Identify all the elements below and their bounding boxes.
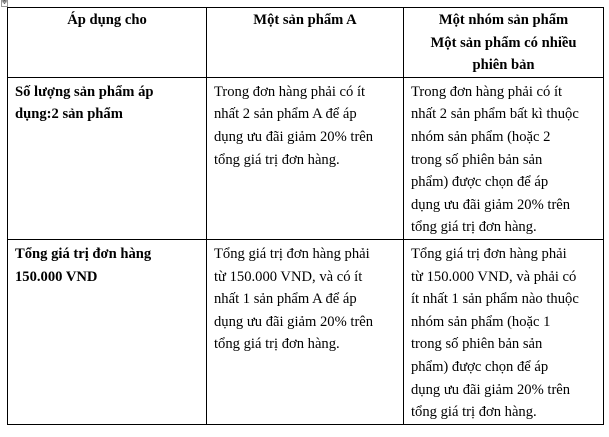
cell-line: 150.000 VND [15,268,98,285]
cell-quantity-single-product [207,77,404,239]
header-line: Một sản phẩm A [253,12,357,28]
table-move-handle-icon[interactable]: ✥ [2,0,8,6]
discount-rules-table [7,7,604,425]
cell-line: phẩm) được chọn để áp [411,358,549,375]
cell-line: nhóm sản phẩm (hoặc 1 [411,313,551,330]
cell-line: dụng ưu đãi giảm 20% trên [411,381,571,398]
table-header-row [8,8,604,78]
cell-line: tổng giá trị đơn hàng. [214,336,340,353]
cell-line: Trong đơn hàng phải có ít [411,83,563,100]
cell-line: dụng ưu đãi giảm 20% trên [214,128,374,145]
cell-line: Tổng giá trị đơn hàng phải [411,245,567,262]
cell-line: phẩm) được chọn để áp [411,174,549,191]
header-single-product [207,8,404,78]
cell-line: nhóm sản phẩm (hoặc 2 [411,128,551,145]
cell-line: từ 150.000 VND, và có ít [214,268,363,285]
cell-line: từ 150.000 VND, và phải có [411,268,577,285]
header-line: Một sản phẩm có nhiều [430,34,577,51]
cell-line: dụng ưu đãi giảm 20% trên [411,196,571,213]
cell-line: Trong đơn hàng phải có ít [214,83,366,100]
row-label-quantity [8,77,207,239]
header-product-group [404,8,604,78]
cell-line: ít nhất 1 sản phẩm nào thuộc [411,291,579,308]
cell-order-total-product-group [404,239,604,424]
cell-line: dụng ưu đãi giảm 20% trên [214,313,374,330]
cell-quantity-product-group [404,77,604,239]
cell-line: nhất 1 sản phẩm A để áp [214,291,357,308]
cell-order-total-single-product [207,239,404,424]
cell-line: Số lượng sản phẩm áp [15,83,154,100]
row-label-order-total [8,239,207,424]
header-line: Áp dụng cho [67,12,147,28]
header-apply-to [8,8,207,78]
header-line: Một nhóm sản phẩm [438,12,569,28]
cell-line: dụng:2 sản phẩm [15,106,123,123]
table-row-order-total [8,239,604,424]
header-line: phiên bản [472,57,535,74]
table-row-quantity [8,77,604,239]
cell-line: tổng giá trị đơn hàng. [214,151,340,168]
cell-line: trong số phiên bản sản [411,336,543,353]
cell-line: nhất 2 sản phẩm bất kì thuộc [411,106,579,123]
cell-line: Tổng giá trị đơn hàng [15,245,152,262]
cell-line: tổng giá trị đơn hàng. [411,219,537,236]
cell-line: trong số phiên bản sản [411,151,543,168]
cell-line: tổng giá trị đơn hàng. [411,404,537,421]
cell-line: nhất 2 sản phẩm A để áp [214,106,357,123]
cell-line: Tổng giá trị đơn hàng phải [214,245,370,262]
